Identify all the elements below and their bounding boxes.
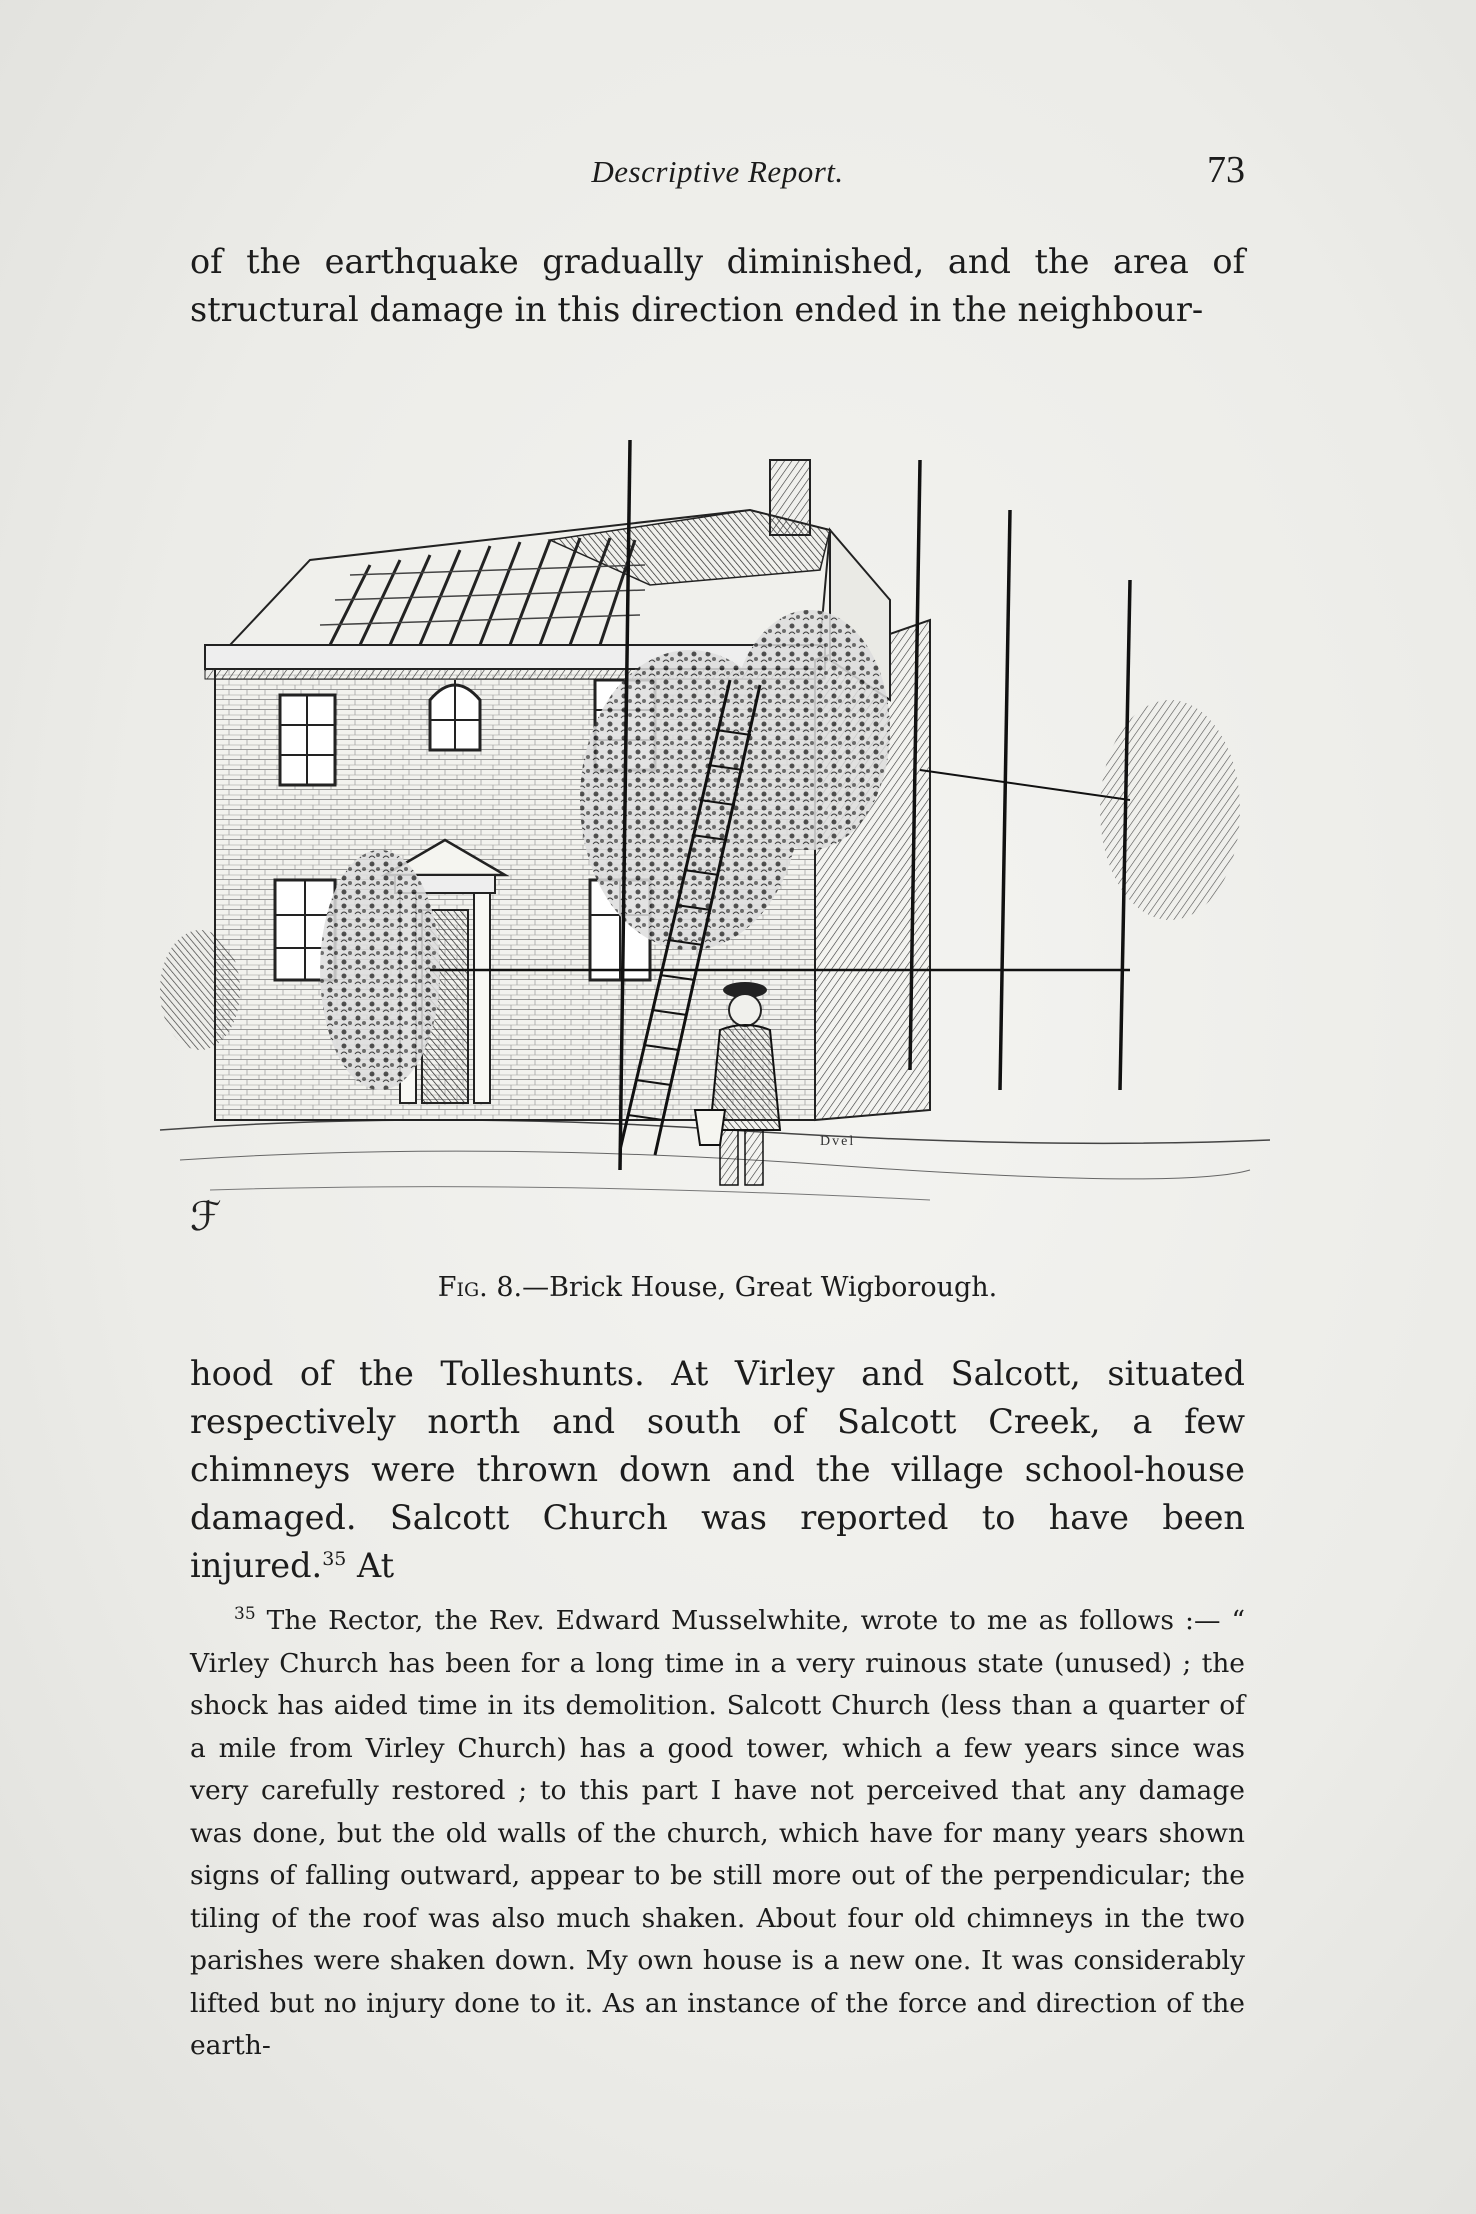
paragraph-bottom — [190, 1350, 1245, 1590]
artist-signature: Dvel — [820, 1134, 856, 1149]
figure-brick-house-illustration — [130, 370, 1390, 1250]
footnote-text: The Rector, the Rev. Edward Musselwhite, wrote to me as follows :— “ Virley Church has been for a long time in a very ruinous state (unused) ; the shock has aided time in its demolition. Salcott Church (less than a quarter of a mile from Virley Church) has a good tower, which a few years since was very carefully restored ; to this part I have not perceived that any damage was done, but the old walls of the church, which have for many years shown signs of falling outward, appear to be still more out of the perpendicular; the tiling of the roof was also much shaken. About four old chimneys in the two parishes were shaken down. My own house is a new one. It was considerably lifted but no injury done to it. As an instance of the force and direction of the earth- — [190, 1605, 1245, 2061]
page-number: 73 — [1207, 149, 1245, 191]
paragraph-bottom-text: hood of the Tolleshunts. At Virley and Salcott, situated respectively north and south of Salcott Creek, a few chimneys were thrown down and the village school-house damaged. Salcott Church was reported to have been injured. — [190, 1354, 1245, 1585]
paragraph-bottom-tail: At — [346, 1546, 395, 1585]
footnote-reference[interactable]: 35 — [322, 1547, 347, 1570]
page-header — [190, 148, 1245, 198]
paragraph-top: of the earthquake gradually diminished, and the area of structural damage in this direction ended in the neighbour- — [190, 242, 1245, 329]
artist-monogram: ℱ — [190, 1194, 222, 1239]
footnote — [190, 1600, 1245, 2068]
brick-house-engraving — [130, 370, 1390, 1250]
figure-caption — [190, 1272, 1245, 1303]
figure-caption-label: Fig. — [437, 1272, 488, 1303]
footnote-number: 35 — [234, 1604, 256, 1625]
running-title: Descriptive Report. — [591, 154, 844, 189]
figure-caption-text: 8.—Brick House, Great Wigborough. — [487, 1272, 998, 1303]
